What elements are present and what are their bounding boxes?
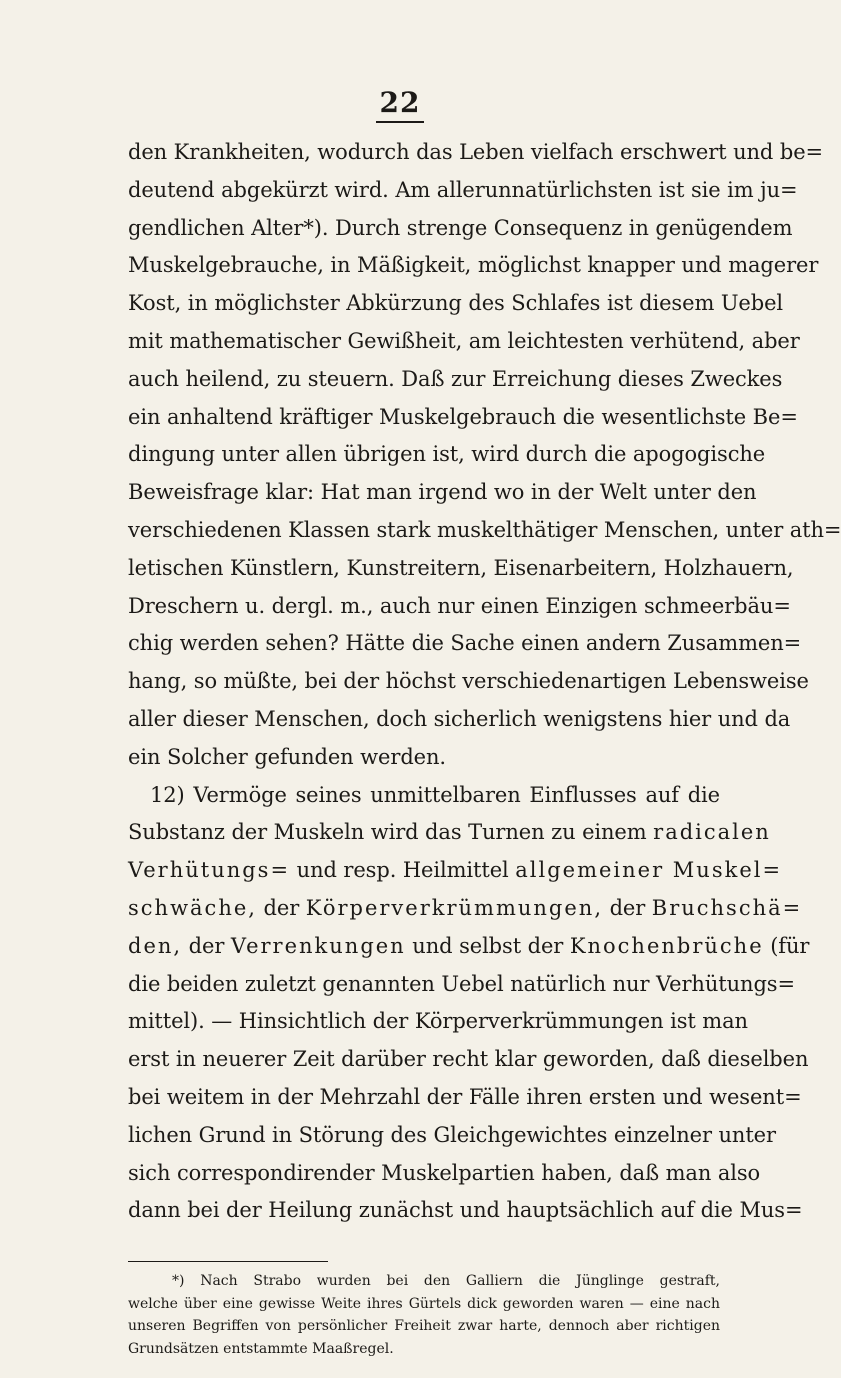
text-line: die beiden zuletzt genannten Uebel natürlich nur Verhütungs= xyxy=(128,971,795,996)
text-line: Beweisfrage klar: Hat man irgend wo in der Welt unter den xyxy=(128,480,757,505)
text-line: bei weitem in der Mehrzahl der Fälle ihren ersten und wesent= xyxy=(128,1084,802,1109)
paragraph-12-line: 12) Vermöge seines unmittelbaren Einflusses auf die xyxy=(150,782,720,807)
text-line: gendlichen Alter*). Durch strenge Consequenz in genügendem xyxy=(128,215,793,240)
emphasis-span: Knochenbrüche xyxy=(569,933,764,958)
text-line: lichen Grund in Störung des Gleichgewichtes einzelner unter xyxy=(128,1122,776,1147)
emphasis-span: Bruchschä= xyxy=(651,895,803,920)
text-span: der xyxy=(263,895,300,920)
emphasis-span: schwäche, xyxy=(128,895,257,920)
footnote-line: welche über eine gewisse Weite ihres Gürtels dick geworden waren — eine nach xyxy=(128,1295,720,1312)
text-line: aller dieser Menschen, doch sicherlich wenigstens hier und da xyxy=(128,706,791,731)
emphasis-span: allgemeiner Muskel= xyxy=(515,858,783,883)
text-line: mittel). — Hinsichtlich der Körperverkrümmungen ist man xyxy=(128,1009,748,1034)
emphasis-span: Verrenkungen xyxy=(230,933,406,958)
text-span: Substanz der Muskeln wird das Turnen zu einem xyxy=(128,820,647,845)
emphasis-span: den, xyxy=(128,933,183,958)
text-line: dingung unter allen übrigen ist, wird durch die apogogische xyxy=(128,442,766,467)
text-line: sich correspondirender Muskelpartien haben, daß man also xyxy=(128,1160,761,1185)
text-line: deutend abgekürzt wird. Am allerunnatürlichsten ist sie im ju= xyxy=(128,177,798,202)
emphasis-span: Körperverkrümmungen, xyxy=(305,895,603,920)
footnote-line: unseren Begriffen von persönlicher Freiheit zwar harte, dennoch aber richtigen xyxy=(128,1318,720,1334)
text-span: der xyxy=(188,933,225,958)
page-number xyxy=(0,86,800,123)
text-line: auch heilend, zu steuern. Daß zur Erreichung dieses Zweckes xyxy=(128,366,783,391)
text-line: letischen Künstlern, Kunstreitern, Eisenarbeitern, Holzhauern, xyxy=(128,555,794,580)
footnote-divider xyxy=(128,1261,328,1262)
text-line: Kost, in möglichster Abkürzung des Schlafes ist diesem Uebel xyxy=(128,291,784,316)
text-line: ein Solcher gefunden werden. xyxy=(128,744,446,769)
text-line: dann bei der Heilung zunächst und hauptsächlich auf die Mus= xyxy=(128,1198,803,1223)
emphasis-span: Verhütungs= xyxy=(128,858,291,883)
text-span: und resp. Heilmittel xyxy=(296,858,509,883)
text-span: der xyxy=(609,895,646,920)
text-span: (für xyxy=(770,933,810,958)
page-number-text: 22 xyxy=(376,86,425,123)
footnote-line: *) Nach Strabo wurden bei den Galliern die Jünglinge gestraft, xyxy=(172,1273,720,1289)
footnote xyxy=(128,1270,720,1360)
text-line: verschiedenen Klassen stark muskelthätiger Menschen, unter ath= xyxy=(128,517,841,542)
text-line: mit mathematischer Gewißheit, am leichtesten verhütend, aber xyxy=(128,328,800,353)
footnote-line: Grundsätzen entstammte Maaßregel. xyxy=(128,1340,394,1357)
text-span: und selbst der xyxy=(412,933,564,958)
text-line: chig werden sehen? Hätte die Sache einen andern Zusammen= xyxy=(128,631,802,656)
paragraph-12-line xyxy=(128,852,783,890)
paragraph-12-line xyxy=(128,814,771,852)
paragraph-12-line xyxy=(128,890,803,928)
text-line: ein anhaltend kräftiger Muskelgebrauch die wesentlichste Be= xyxy=(128,404,798,429)
text-line: den Krankheiten, wodurch das Leben vielfach erschwert und be= xyxy=(128,140,824,164)
text-line: Muskelgebrauche, in Mäßigkeit, möglichst knapper und magerer xyxy=(128,253,819,278)
text-line: erst in neuerer Zeit darüber recht klar geworden, daß dieselben xyxy=(128,1047,809,1072)
emphasis-span: radicalen xyxy=(653,820,771,845)
text-line: hang, so müßte, bei der höchst verschiedenartigen Lebensweise xyxy=(128,669,809,694)
body-text xyxy=(128,134,841,1230)
text-line: Dreschern u. dergl. m., auch nur einen Einzigen schmeerbäu= xyxy=(128,593,791,618)
paragraph-12-line xyxy=(128,928,810,966)
